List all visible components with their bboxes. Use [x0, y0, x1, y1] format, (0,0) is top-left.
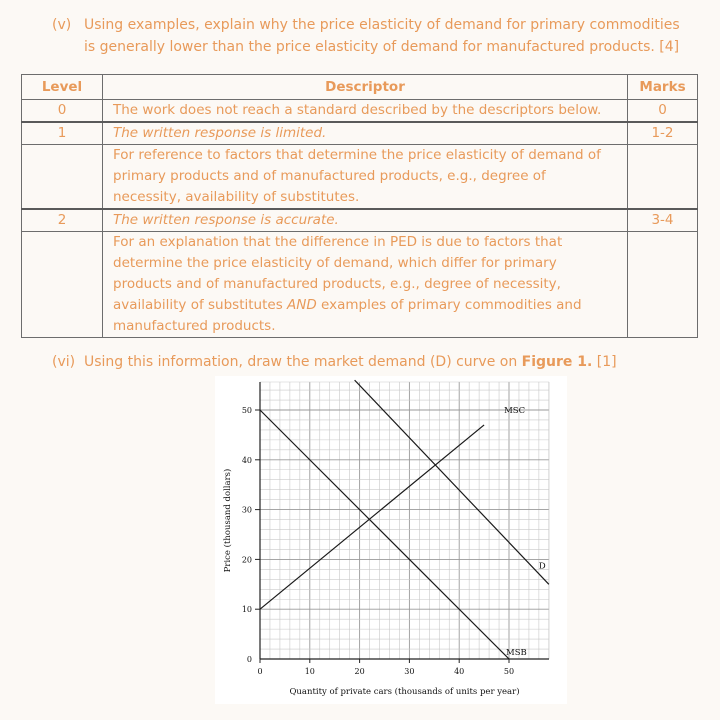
descriptor-tail: examples of primary commodities and manufactured products. [113, 297, 582, 334]
table-row [22, 232, 698, 338]
marks-cell: 3-4 [628, 209, 698, 232]
header-marks: Marks [628, 75, 698, 100]
x-tick-label: 30 [404, 667, 415, 676]
descriptor-and: AND [287, 297, 317, 313]
question-v-number: (v) [52, 17, 72, 33]
figure-1-graph [215, 376, 567, 704]
y-tick-label: 20 [241, 555, 252, 565]
x-tick-label: 40 [454, 667, 465, 676]
question-vi-text-before: Using this information, draw the market demand (D) curve on [84, 354, 522, 370]
descriptor-cell: The work does not reach a standard described by the descriptors below. [103, 100, 628, 123]
curve-label-msc: MSC [504, 405, 526, 416]
question-vi-text-after: [1] [592, 354, 617, 370]
level-cell: 2 [22, 209, 103, 232]
table-row [22, 209, 698, 232]
y-tick-label: 10 [241, 605, 252, 615]
markscheme-header-row [22, 75, 698, 100]
x-tick-label: 0 [257, 667, 263, 676]
figure-reference: Figure 1. [521, 354, 593, 370]
y-axis-title: Price (thousand dollars) [223, 468, 233, 573]
x-tick-label: 20 [354, 667, 365, 676]
table-row [22, 145, 698, 210]
level-cell: 1 [22, 122, 103, 145]
x-tick-label: 10 [304, 667, 315, 676]
question-v-text: Using examples, explain why the price elasticity of demand for primary commodities is generally lower than the price elasticity of demand for manufactured products. [4] [84, 17, 680, 55]
y-tick-label: 30 [241, 505, 252, 515]
curve-msc [260, 425, 484, 609]
x-axis-title: Quantity of private cars (thousands of units per year) [289, 687, 520, 697]
curve-label-msb: MSB [506, 648, 527, 658]
curve-msb [260, 410, 509, 659]
descriptor-cell [103, 232, 628, 338]
grid [260, 382, 549, 659]
y-tick-label: 40 [241, 455, 252, 465]
descriptor-cell: The written response is accurate. [103, 209, 628, 232]
markscheme-table [21, 74, 698, 338]
marks-cell: 1-2 [628, 122, 698, 145]
axes [255, 382, 549, 663]
table-row [22, 100, 698, 123]
curve-label-d: D [538, 561, 546, 572]
level-cell [22, 232, 103, 338]
descriptor-text: For an explanation that the difference in PED is due to factors that determine the price elasticity of demand, which differ for primary products and of manufactured products, e.g., degree of necessity, availability of substitutes [113, 234, 563, 313]
header-descriptor: Descriptor [103, 75, 628, 100]
marks-cell [628, 145, 698, 210]
descriptor-cell: The written response is limited. [103, 122, 628, 145]
origin-label: 0 [246, 655, 252, 664]
x-tick-label: 50 [503, 667, 515, 676]
question-vi-text [84, 351, 694, 373]
descriptor-cell: For reference to factors that determine the price elasticity of demand of primary products and of manufactured products, e.g., degree of necessity, availability of substitutes. [103, 145, 628, 210]
header-level: Level [22, 75, 103, 100]
table-row [22, 122, 698, 145]
level-cell: 0 [22, 100, 103, 123]
y-tick-label: 50 [241, 406, 252, 415]
level-cell [22, 145, 103, 210]
figure-1-panel [215, 376, 567, 704]
marks-cell: 0 [628, 100, 698, 123]
marks-cell [628, 232, 698, 338]
question-vi-number: (vi) [52, 354, 76, 370]
